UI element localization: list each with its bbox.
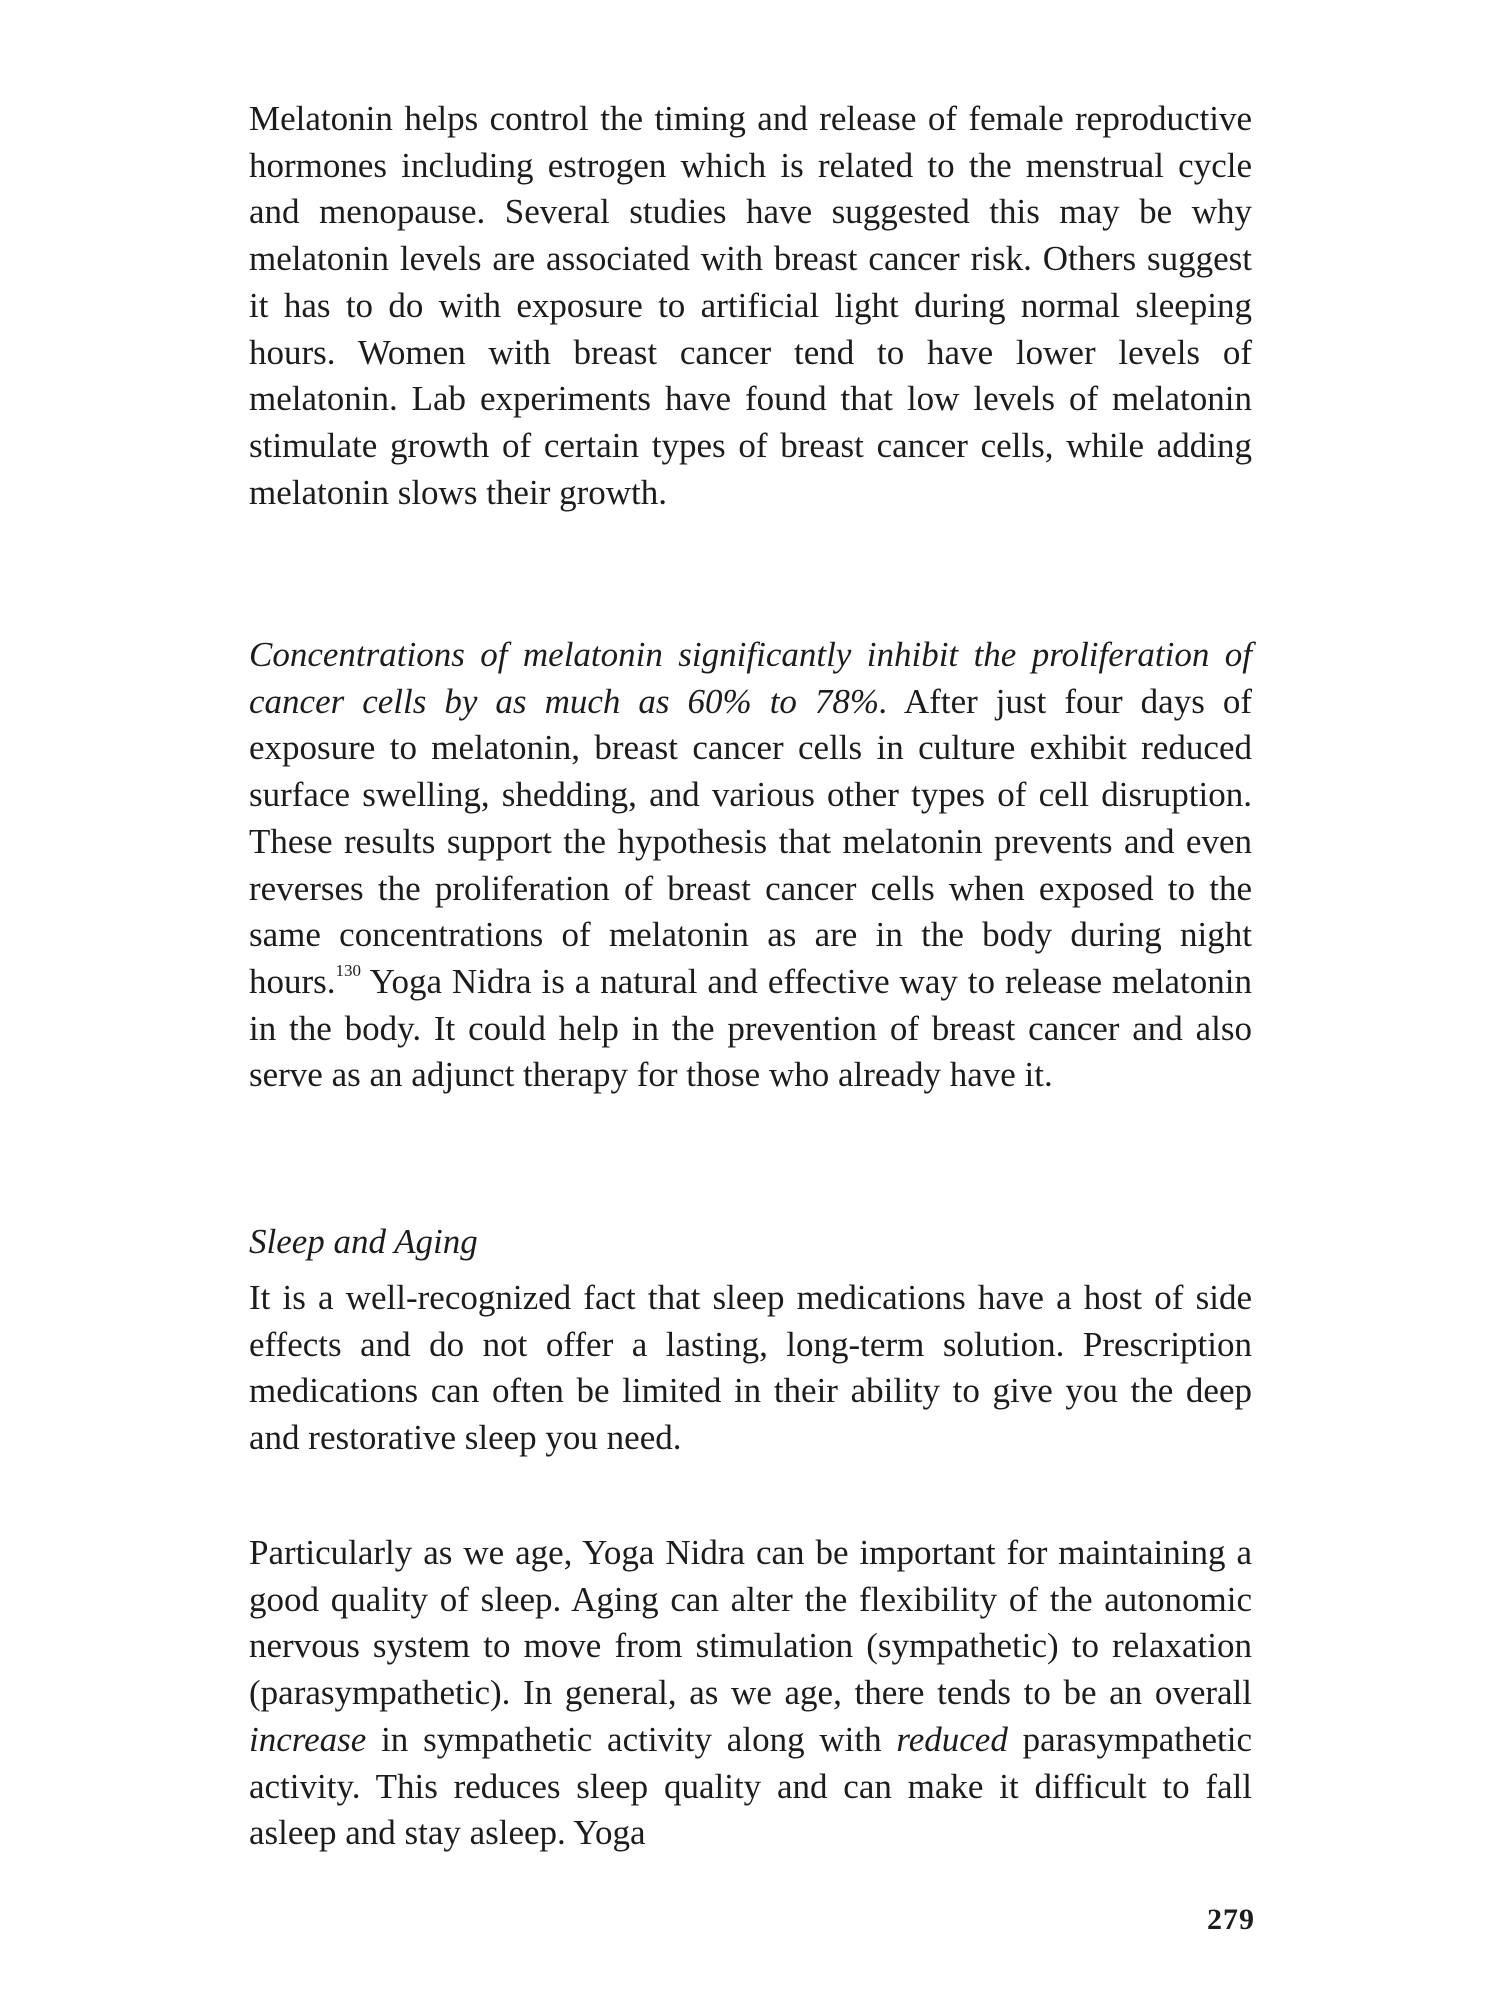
italic-lead-sentence: Concentrations of melatonin significantly inhibit the proliferation of cancer cells by as much as 60% to 78%. [249, 635, 1252, 721]
page-number: 279 [1207, 1903, 1255, 1936]
paragraph-text [249, 632, 1252, 1099]
paragraph-body-continued: Yoga Nidra is a natural and effective way to release melatonin in the body. It could help in the prevention of breast cancer and also serve as an adjunct therapy for those who already have it. [249, 961, 1252, 1095]
paragraph-part-3: parasympathetic activity. This reduces sleep quality and can make it difficult to fall asleep and stay asleep. Yoga [249, 1719, 1252, 1853]
italic-word-increase: increase [249, 1719, 367, 1759]
paragraph-text: It is a well-recognized fact that sleep medications have a host of side effects and do not offer a lasting, long-term solution. Prescription medications can often be limited in their ability to give you the deep and restorative sleep you need. [249, 1278, 1252, 1458]
paragraph-text: Melatonin helps control the timing and release of female reproductive hormones including estrogen which is related to the menstrual cycle and menopause. Several studies have suggested this may be why melatonin levels are associated with breast cancer risk. Others suggest it has to do with exposure to artificial light during normal sleeping hours. Women with breast cancer tend to have lower levels of melatonin. Lab experiments have found that low levels of melatonin stimulate growth of certain types of breast cancer cells, while adding melatonin slows their growth. [249, 99, 1252, 512]
paragraph-sleep-medications [249, 1275, 1252, 1462]
paragraph-melatonin-concentrations [249, 632, 1252, 1099]
paragraph-melatonin-hormones [249, 96, 1252, 516]
paragraph-part-1: Particularly as we age, Yoga Nidra can be important for maintaining a good quality of sleep. Aging can alter the flexibility of the autonomic nervous system to move from stimulation (sympathetic) to relaxation (parasympathetic). In general, as we age, there tends to be an overall [249, 1533, 1252, 1713]
paragraph-aging-sleep [249, 1530, 1252, 1857]
italic-word-reduced: reduced [896, 1719, 1008, 1759]
paragraph-part-2: in sympathetic activity along with [366, 1719, 897, 1759]
paragraph-text [249, 1530, 1252, 1857]
section-heading [249, 1219, 1252, 1266]
paragraph-body: After just four days of exposure to melatonin, breast cancer cells in culture exhibit reduced surface swelling, shedding, and various other types of cell disruption. These results support the hypothesis that melatonin prevents and even reverses the proliferation of breast cancer cells when exposed to the same concentrations of melatonin as are in the body during night hours. [249, 681, 1253, 1001]
footnote-reference: 130 [335, 961, 362, 981]
section-heading-text: Sleep and Aging [249, 1222, 478, 1261]
